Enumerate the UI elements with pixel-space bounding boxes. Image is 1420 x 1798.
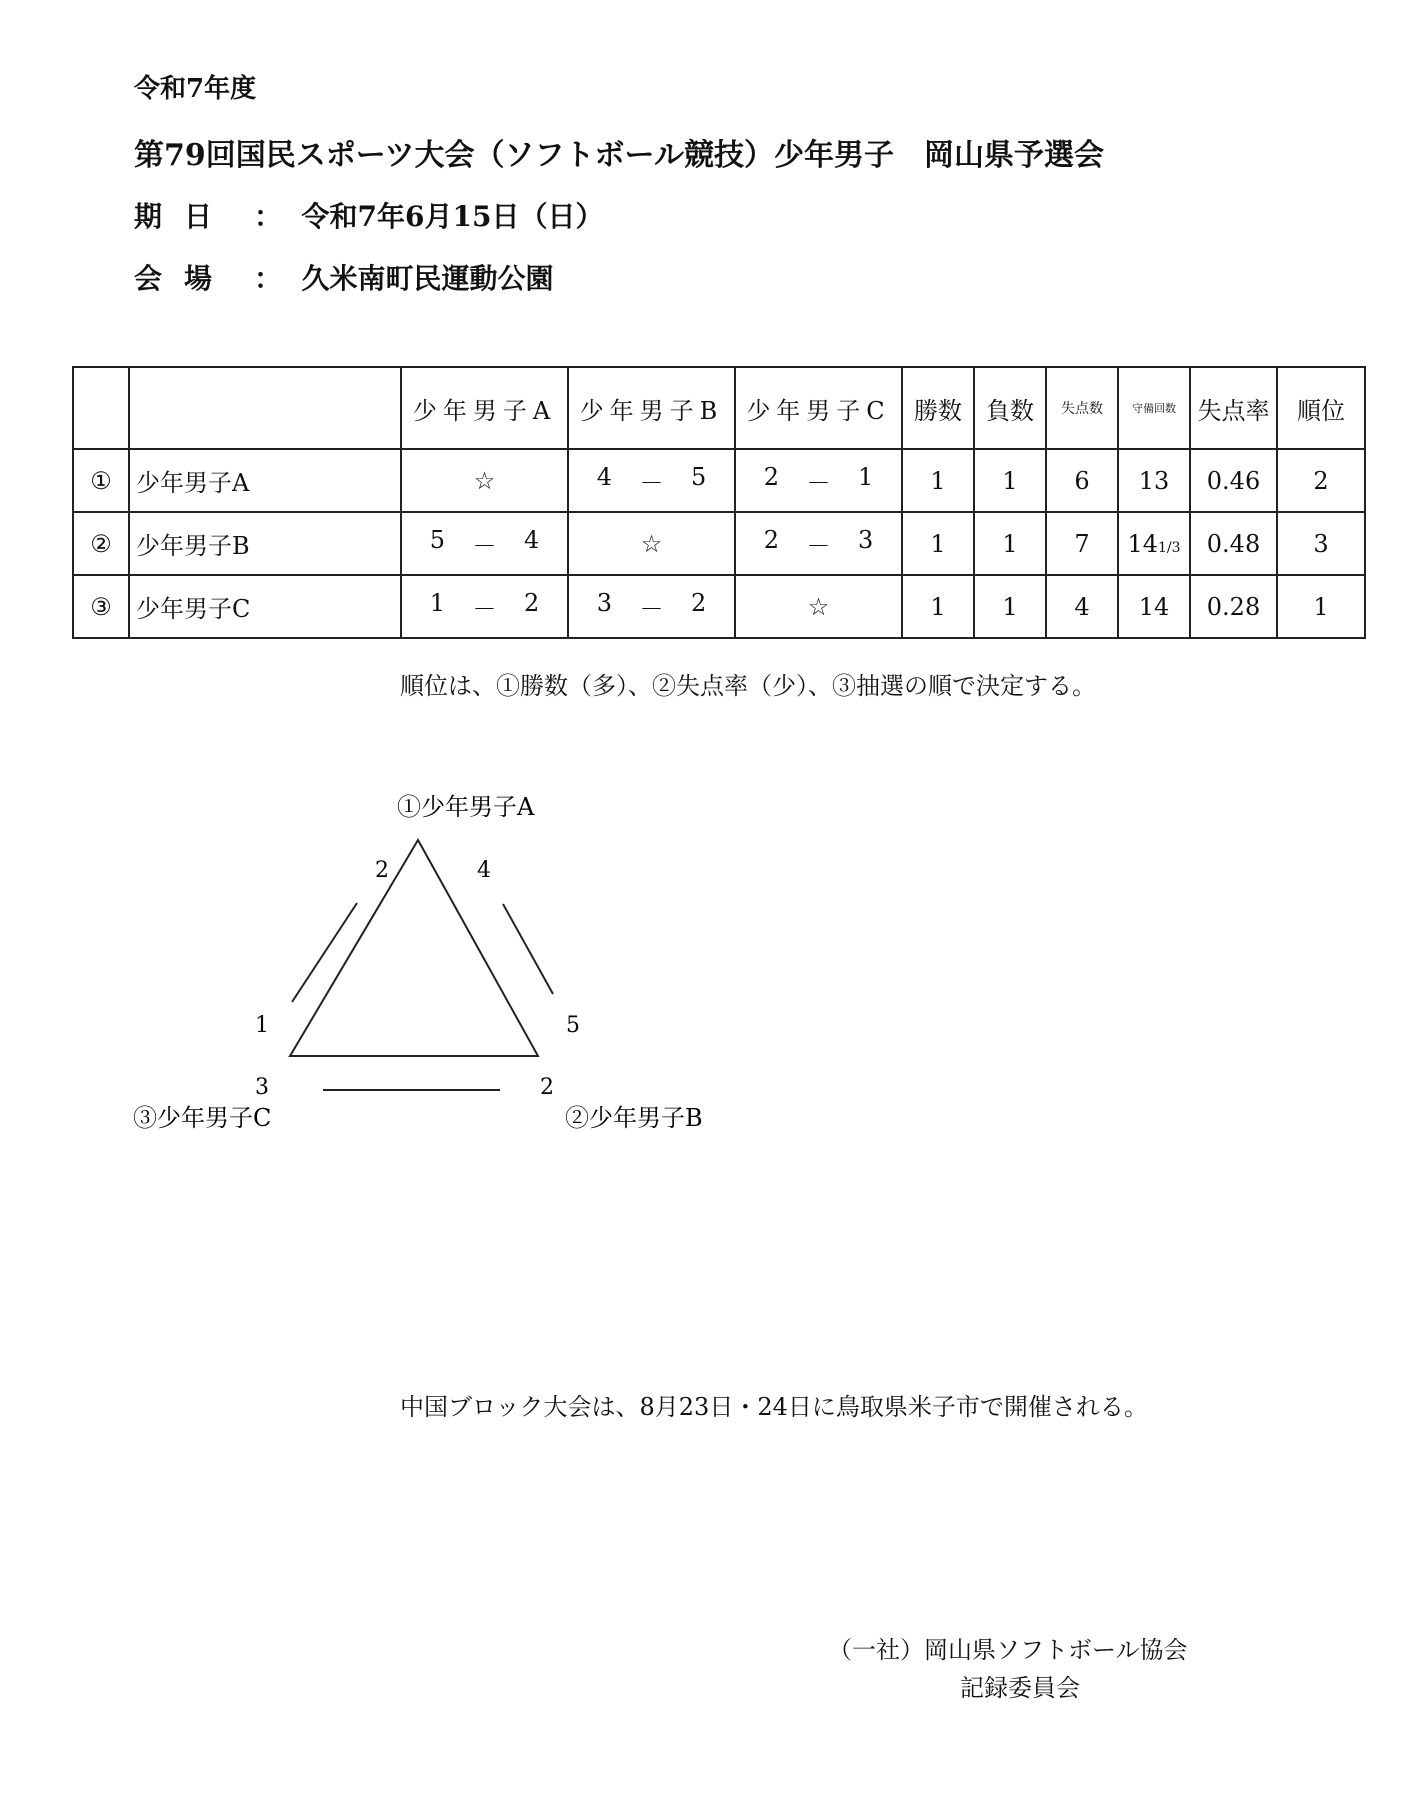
score-a-vs-b-a: 4 (477, 858, 491, 883)
venue-label-1: 会 (134, 262, 163, 295)
date-value: 令和7年6月15日（日） (301, 200, 604, 233)
rank-value: 1 (1277, 575, 1365, 638)
rank-value: 2 (1277, 449, 1365, 512)
score-own: 1 (429, 589, 446, 617)
score-own: 3 (596, 589, 613, 617)
wins-value: 1 (902, 575, 974, 638)
score-opp: 5 (690, 463, 707, 491)
score-dash: － (639, 595, 664, 623)
regional-tournament-note: 中国ブロック大会は、8月23日・24日に鳥取県米子市で開催される。 (400, 1393, 1148, 1421)
header-opp-c: 少年男子C (735, 367, 902, 449)
innings-whole: 14 (1127, 529, 1158, 558)
score-dash: － (806, 469, 831, 497)
score-c-vs-b-b: 2 (540, 1075, 554, 1100)
score-dash: － (472, 595, 497, 623)
runs-allowed-value: 7 (1046, 512, 1118, 575)
venue-value: 久米南町民運動公園 (301, 262, 554, 295)
header-losses: 負数 (974, 367, 1046, 449)
row-no: ② (73, 512, 129, 575)
score-a-vs-c-a: 2 (375, 858, 389, 883)
innings-whole: 13 (1138, 466, 1170, 495)
runs-allowed-value: 4 (1046, 575, 1118, 638)
row-no: ③ (73, 575, 129, 638)
row-no: ① (73, 449, 129, 512)
header-runs-allowed: 失点数 (1046, 367, 1118, 449)
rate-value: 0.48 (1190, 512, 1277, 575)
score-own: 4 (596, 463, 613, 491)
fiscal-year: 令和7年度 (134, 74, 257, 104)
self-match-star: ☆ (401, 449, 568, 512)
header-wins: 勝数 (902, 367, 974, 449)
score-own: 5 (429, 526, 446, 554)
line-a-c (292, 903, 357, 1002)
team-name: 少年男子B (129, 512, 401, 575)
diagram-label-a: ①少年男子A (397, 793, 535, 821)
wins-value: 1 (902, 512, 974, 575)
header-opp-a: 少年男子A (401, 367, 568, 449)
date-label-2: 日 (184, 200, 213, 233)
header-opp-b: 少年男子B (568, 367, 735, 449)
wins-value: 1 (902, 449, 974, 512)
score-opp: 2 (523, 589, 540, 617)
score-own: 2 (763, 463, 780, 491)
header-rank: 順位 (1277, 367, 1365, 449)
self-match-star: ☆ (735, 575, 902, 638)
losses-value: 1 (974, 449, 1046, 512)
line-a-b (503, 904, 553, 994)
rate-value: 0.28 (1190, 575, 1277, 638)
header-rate: 失点率 (1190, 367, 1277, 449)
score-dash: － (806, 532, 831, 560)
score-opp: 1 (857, 463, 874, 491)
score-dash: － (472, 532, 497, 560)
runs-allowed-value: 6 (1046, 449, 1118, 512)
diagram-label-b: ②少年男子B (565, 1104, 703, 1132)
organization-name: （一社）岡山県ソフトボール協会 (828, 1636, 1188, 1664)
date-colon: ： (254, 200, 283, 233)
score-opp: 2 (690, 589, 707, 617)
venue-colon: ： (254, 262, 283, 295)
date-label-1: 期 (134, 200, 163, 233)
rank-value: 3 (1277, 512, 1365, 575)
losses-value: 1 (974, 512, 1046, 575)
header-innings: 守備回数 (1118, 367, 1190, 449)
team-name: 少年男子C (129, 575, 401, 638)
score-a-vs-b-b: 5 (566, 1013, 580, 1038)
losses-value: 1 (974, 575, 1046, 638)
tournament-title: 第79回国民スポーツ大会（ソフトボール競技）少年男子 岡山県予選会 (134, 138, 1104, 173)
score-a-vs-c-c: 1 (255, 1013, 269, 1038)
score-dash: － (639, 469, 664, 497)
diagram-label-c: ③少年男子C (133, 1104, 272, 1132)
innings-fraction: 1/3 (1158, 539, 1181, 556)
innings-whole: 14 (1138, 592, 1170, 621)
rate-value: 0.46 (1190, 449, 1277, 512)
ranking-note: 順位は、①勝数（多）、②失点率（少）、③抽選の順で決定する。 (400, 672, 1096, 700)
self-match-star: ☆ (568, 512, 735, 575)
venue-label-2: 場 (184, 262, 213, 295)
organization-committee: 記録委員会 (960, 1674, 1080, 1702)
score-opp: 3 (857, 526, 874, 554)
score-c-vs-b-c: 3 (255, 1075, 269, 1100)
score-own: 2 (763, 526, 780, 554)
team-name: 少年男子A (129, 449, 401, 512)
score-opp: 4 (523, 526, 540, 554)
